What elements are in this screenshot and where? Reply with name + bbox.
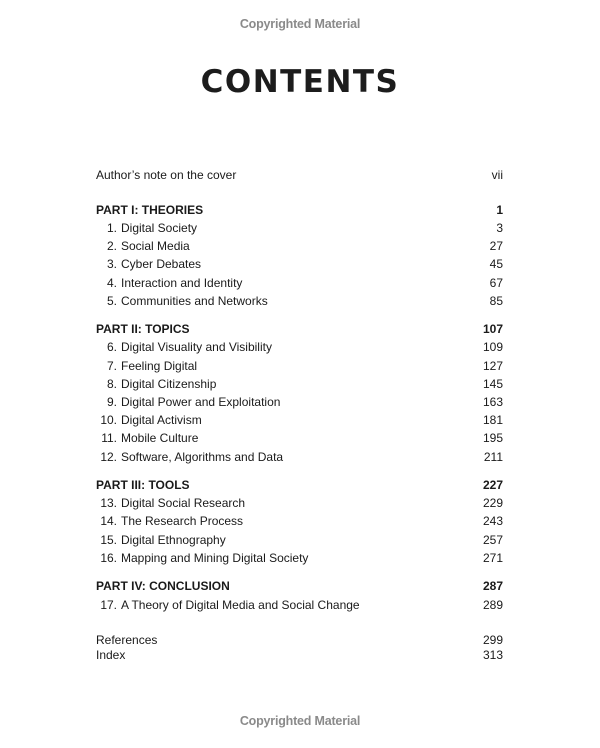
chapter-title: Digital Society (121, 221, 198, 235)
entry-label: Author’s note on the cover (96, 168, 237, 182)
chapter-title: Software, Algorithms and Data (121, 450, 284, 464)
part-label: PART II: TOPICS (96, 322, 190, 336)
chapter-page: 271 (482, 551, 503, 565)
chapter-page: 27 (489, 239, 503, 253)
chapter-page: 257 (482, 533, 503, 547)
chapter-number: 8. (106, 377, 117, 391)
chapter-number: 9. (106, 395, 117, 409)
chapter-page: 211 (483, 450, 503, 464)
part-label: PART IV: CONCLUSION (96, 579, 230, 593)
entry-page: 299 (482, 633, 503, 647)
part-page: 227 (482, 478, 503, 492)
chapter-title: Mapping and Mining Digital Society (121, 551, 309, 565)
entry-label: References (96, 633, 158, 647)
toc-chapter-entry[interactable] (96, 255, 503, 273)
chapter-page: 195 (482, 431, 503, 445)
chapter-page: 127 (482, 359, 503, 373)
entry-page: 313 (482, 648, 503, 662)
chapter-title: Digital Activism (121, 413, 202, 427)
chapter-number: 13. (100, 496, 117, 510)
chapter-number: 11. (101, 431, 117, 445)
chapter-page: 163 (482, 395, 503, 409)
chapter-number: 16. (100, 551, 117, 565)
chapter-number: 15. (100, 533, 117, 547)
chapter-number: 14. (100, 514, 117, 528)
chapter-page: 289 (482, 598, 503, 612)
part-label: PART III: TOOLS (96, 478, 190, 492)
entry-page: vii (491, 168, 503, 182)
chapter-page: 229 (482, 496, 503, 510)
part-page: 107 (482, 322, 503, 336)
chapter-title: Digital Citizenship (121, 377, 217, 391)
entry-label: Index (96, 648, 126, 662)
page-title: CONTENTS (200, 64, 400, 100)
chapter-number: 6. (106, 340, 117, 354)
part-page: 1 (496, 203, 503, 217)
chapter-title: Digital Social Research (121, 496, 246, 510)
toc-chapter-entry[interactable] (96, 219, 503, 237)
chapter-title: Digital Visuality and Visibility (121, 340, 272, 354)
chapter-title: Mobile Culture (121, 431, 199, 445)
chapter-page: 181 (482, 413, 503, 427)
chapter-page: 243 (482, 514, 503, 528)
toc-chapter-entry[interactable] (96, 338, 503, 356)
chapter-title: Cyber Debates (121, 257, 202, 271)
toc-chapter-entry[interactable] (96, 292, 503, 310)
chapter-number: 2. (106, 239, 117, 253)
part-page: 287 (482, 579, 503, 593)
toc-chapter-entry[interactable] (96, 274, 503, 292)
chapter-title: Feeling Digital (121, 359, 198, 373)
toc-chapter-entry[interactable] (96, 429, 503, 447)
chapter-page: 45 (489, 257, 503, 271)
chapter-title: A Theory of Digital Media and Social Change (121, 598, 360, 612)
toc-chapter-entry[interactable] (96, 375, 503, 393)
chapter-number: 5. (106, 294, 117, 308)
toc-part-heading[interactable] (96, 320, 503, 338)
chapter-title: The Research Process (121, 514, 244, 528)
toc-chapter-entry[interactable] (96, 494, 503, 512)
chapter-title: Interaction and Identity (121, 276, 243, 290)
toc-chapter-entry[interactable] (96, 448, 503, 466)
toc-part-heading[interactable] (96, 201, 503, 219)
chapter-number: 17. (100, 598, 117, 612)
toc-chapter-entry[interactable] (96, 512, 503, 530)
chapter-title: Digital Power and Exploitation (121, 395, 281, 409)
toc-chapter-entry[interactable] (96, 411, 503, 429)
toc-chapter-entry[interactable] (96, 531, 503, 549)
chapter-title: Digital Ethnography (121, 533, 226, 547)
toc-chapter-entry[interactable] (96, 357, 503, 375)
chapter-page: 85 (489, 294, 503, 308)
chapter-number: 7. (106, 359, 117, 373)
chapter-number: 4. (106, 276, 117, 290)
toc-entry-index[interactable] (96, 646, 503, 664)
toc-entry-authors-note[interactable] (96, 166, 503, 184)
toc-part-heading[interactable] (96, 476, 503, 494)
chapter-page: 67 (489, 276, 503, 290)
toc-chapter-entry[interactable] (96, 596, 503, 614)
chapter-page: 145 (482, 377, 503, 391)
chapter-page: 109 (482, 340, 503, 354)
chapter-number: 12. (100, 450, 117, 464)
chapter-number: 1. (106, 221, 117, 235)
chapter-title: Communities and Networks (121, 294, 268, 308)
toc-chapter-entry[interactable] (96, 549, 503, 567)
toc-part-heading[interactable] (96, 577, 503, 595)
chapter-page: 3 (496, 221, 503, 235)
toc-chapter-entry[interactable] (96, 237, 503, 255)
watermark-bottom: Copyrighted Material (239, 714, 361, 728)
chapter-number: 10. (100, 413, 117, 427)
watermark-top: Copyrighted Material (239, 17, 361, 31)
chapter-title: Social Media (121, 239, 190, 253)
part-label: PART I: THEORIES (96, 203, 204, 217)
chapter-number: 3. (106, 257, 117, 271)
toc-chapter-entry[interactable] (96, 393, 503, 411)
